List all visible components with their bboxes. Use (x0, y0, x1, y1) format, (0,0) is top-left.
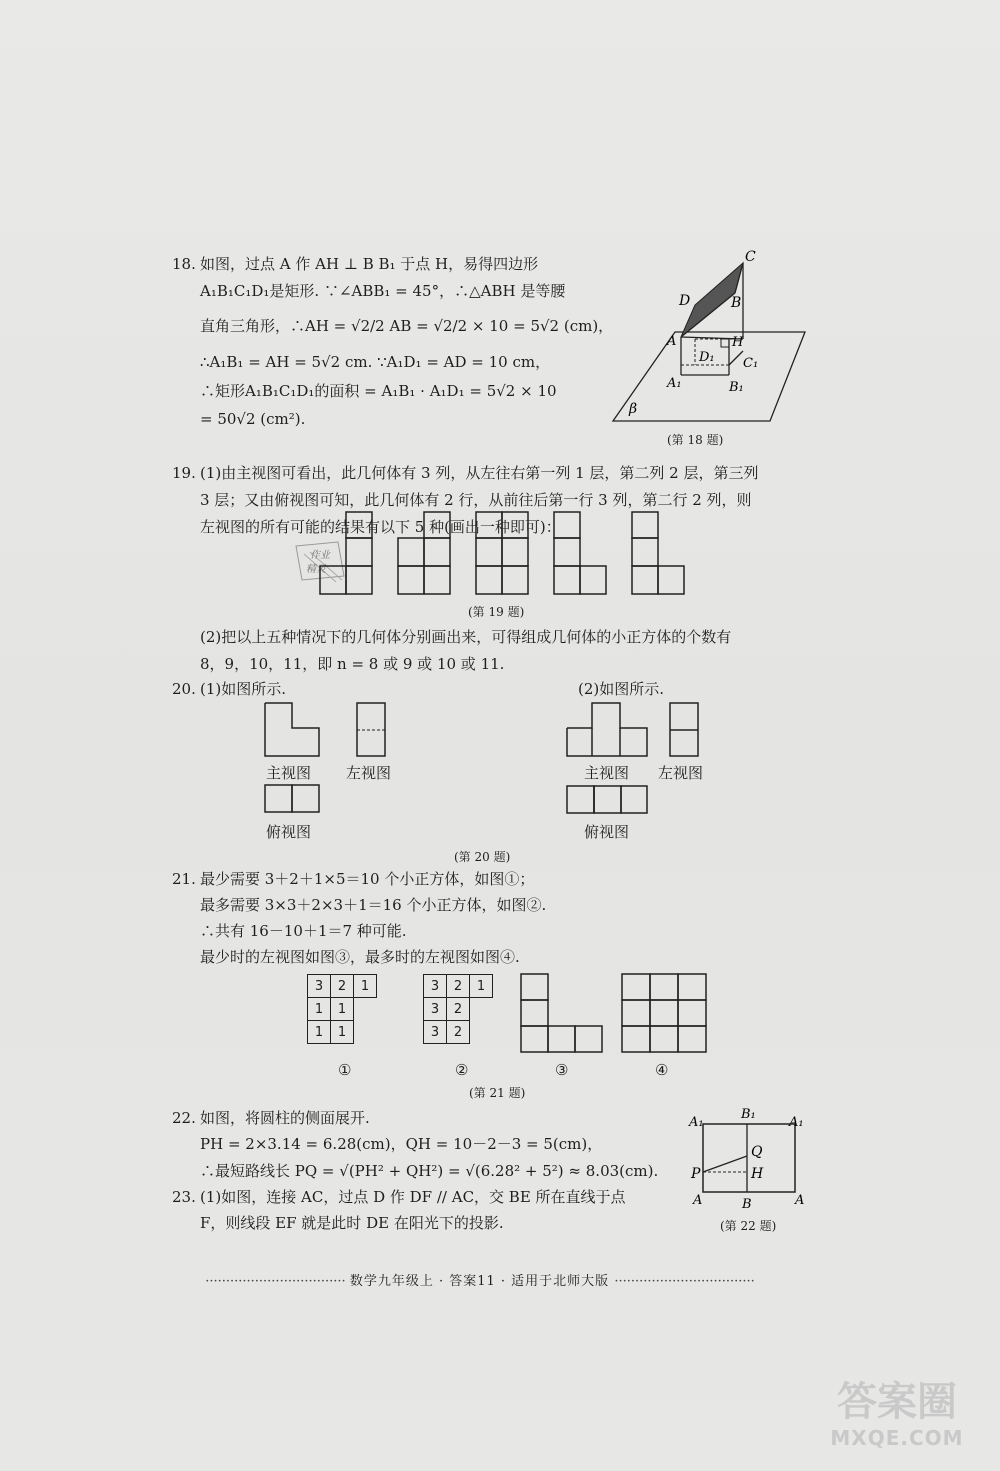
q20-part2-label: (2)如图所示. (578, 680, 665, 698)
q21-line-1: 最少需要 3＋2＋1×5＝10 个小正方体，如图①； (200, 870, 535, 888)
grid1-cell: 1 (308, 998, 331, 1021)
label-A1-right: A₁ (789, 1115, 804, 1130)
q20-2-views (564, 700, 714, 820)
label-B: B (742, 1197, 752, 1212)
grid2-cell: 3 (424, 998, 447, 1021)
q19-caption: (第 19 题) (468, 605, 525, 619)
grid1-cell: 2 (331, 975, 354, 998)
q22-caption: (第 22 题) (720, 1219, 777, 1233)
grid2-cell: 2 (447, 998, 470, 1021)
q18-line-2: A₁B₁C₁D₁是矩形. ∵∠ABB₁ = 45°，∴△ABH 是等腰 (200, 282, 566, 300)
q21-caption: (第 21 题) (469, 1086, 526, 1100)
site-watermark (812, 1379, 982, 1459)
q19-part2-line-2: 8，9，10，11，即 n = 8 或 9 或 10 或 11. (200, 655, 505, 673)
q22-line-2: PH = 2×3.14 = 6.28(cm)，QH = 10－2－3 = 5(cm)， (200, 1135, 603, 1153)
stamp-line-2: 精灵 (306, 564, 326, 575)
label-D: D (679, 293, 691, 309)
label-A1-left: A₁ (689, 1115, 704, 1130)
q18-line-3: 直角三角形，∴AH = √2/2 AB = √2/2 × 10 = 5√2 (cm)， (200, 317, 614, 335)
q18-line-5: ∴矩形A₁B₁C₁D₁的面积 = A₁B₁ · A₁D₁ = 5√2 × 10 (200, 382, 557, 400)
q20-1-left-label: 左视图 (346, 764, 392, 782)
watermark-logo-text: 答案圈 (837, 1379, 957, 1425)
q23-line-2: F，则线段 EF 就是此时 DE 在阳光下的投影. (200, 1214, 504, 1232)
q19-line-2: 3 层；又由俯视图可知，此几何体有 2 行，从前往后第一行 3 列，第二行 2 列，则 (200, 491, 752, 509)
grid2-cell: 3 (424, 975, 447, 998)
q19-left-views (310, 510, 700, 600)
label-H: H (732, 335, 744, 350)
q21-number: 21. (172, 870, 196, 888)
footer-text: 数学九年级上 · 答案11 · 适用于北师大版 (349, 1274, 610, 1289)
q22-line-1: 如图，将圆柱的侧面展开. (200, 1109, 370, 1127)
label-C1: C₁ (743, 356, 759, 371)
label-B1: B₁ (729, 380, 744, 395)
grid1-cell: 1 (308, 1021, 331, 1044)
grid1-cell: 1 (331, 1021, 354, 1044)
grid2-cell: 1 (470, 975, 493, 998)
label-beta: β (629, 401, 638, 417)
q20-1-front-label: 主视图 (266, 764, 312, 782)
q18-number: 18. (172, 255, 196, 273)
q20-1-top-label: 俯视图 (266, 823, 312, 841)
q21-line-3: ∴共有 16－10＋1＝7 种可能. (200, 922, 407, 940)
q21-views-3-4 (519, 972, 709, 1056)
grid2-cell: 2 (447, 975, 470, 998)
label-B1: B₁ (741, 1107, 756, 1122)
q20-number: 20. (172, 680, 196, 698)
q19-line-3: 左视图的所有可能的结果有以下 5 种(画出一种即可)： (200, 518, 561, 536)
q18-line-6: = 50√2 (cm²). (200, 410, 306, 428)
q21-label-4: ④ (655, 1061, 669, 1079)
q19-line-1: (1)由主视图可看出，此几何体有 3 列，从左往右第一列 1 层，第二列 2 层，第三列 (200, 464, 759, 482)
grid2-cell: 3 (424, 1021, 447, 1044)
plane-beta (613, 332, 805, 421)
q21-label-1: ① (338, 1061, 352, 1079)
q20-part1-label: (1)如图所示. (200, 680, 287, 698)
label-A1: A₁ (667, 376, 682, 391)
label-A: A (667, 334, 677, 349)
label-B: B (731, 295, 742, 311)
grid1-cell: 3 (308, 975, 331, 998)
q22-line-3: ∴最短路线长 PQ = √(PH² + QH²) = √(6.28² + 5²) ≈ 8.03(cm). (200, 1162, 659, 1180)
q22-number: 22. (172, 1109, 196, 1127)
q21-line-4: 最少时的左视图如图③，最多时的左视图如图④. (200, 948, 520, 966)
q21-grid-1 (307, 974, 377, 1044)
q21-label-3: ③ (555, 1061, 569, 1079)
watermark-url: MXQE.COM (830, 1426, 964, 1450)
label-A-right: A (795, 1193, 805, 1208)
q21-line-2: 最多需要 3×3＋2×3＋1＝16 个小正方体，如图②. (200, 896, 547, 914)
grid1-cell: 1 (331, 998, 354, 1021)
q20-caption: (第 20 题) (454, 850, 511, 864)
q23-line-1: (1)如图，连接 AC，过点 D 作 DF // AC，交 BE 所在直线于点 (200, 1188, 626, 1206)
label-H: H (751, 1166, 764, 1182)
grid2-cell: 2 (447, 1021, 470, 1044)
q23-number: 23. (172, 1188, 196, 1206)
page-footer: ·································· 数学九年级上 · 答案11 · 适用于北师大版 ·································· (205, 1274, 755, 1289)
q20-2-top-label: 俯视图 (584, 823, 630, 841)
stamp-line-1: 作业 (310, 550, 330, 561)
q18-line-4: ∴A₁B₁ = AH = 5√2 cm. ∵A₁D₁ = AD = 10 cm， (200, 353, 551, 371)
label-C: C (745, 249, 756, 265)
q21-grid-2 (423, 974, 493, 1044)
q21-label-2: ② (455, 1061, 469, 1079)
label-P: P (691, 1166, 701, 1182)
q20-1-views (262, 700, 392, 820)
label-A-left: A (693, 1193, 703, 1208)
label-D1: D₁ (699, 350, 715, 365)
q18-figure (605, 245, 810, 430)
grid1-cell: 1 (354, 975, 377, 998)
q20-2-front-label: 主视图 (584, 764, 630, 782)
q18-caption: (第 18 题) (667, 433, 724, 447)
q19-part2-line-1: (2)把以上五种情况下的几何体分别画出来，可得组成几何体的小正方体的个数有 (200, 628, 732, 646)
label-Q: Q (751, 1144, 763, 1160)
q20-2-left-label: 左视图 (658, 764, 704, 782)
q18-line-1: 如图，过点 A 作 AH ⊥ B B₁ 于点 H，易得四边形 (200, 255, 539, 273)
q19-number: 19. (172, 464, 196, 482)
q22-figure (685, 1104, 815, 1216)
